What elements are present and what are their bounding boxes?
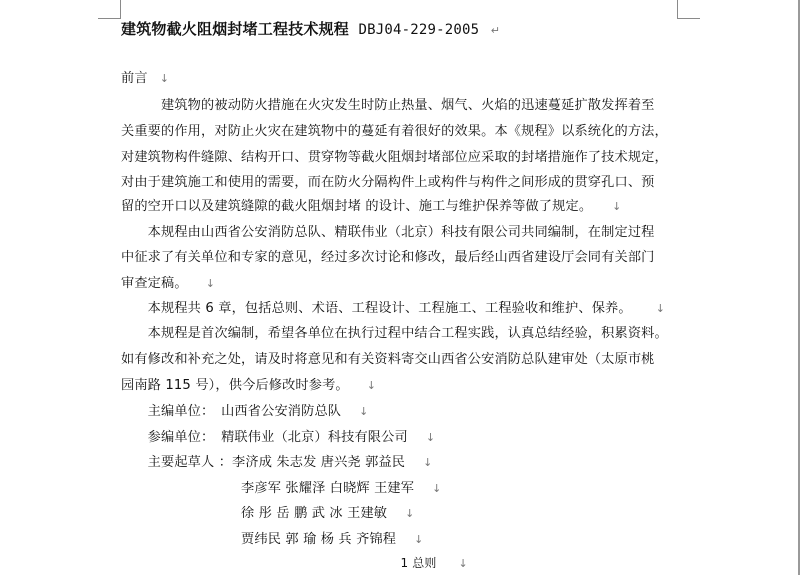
drafters-line: 主要起草人 ：李济成 朱志发 唐兴尧 郭益民 ↓	[121, 455, 433, 470]
body-line: 本规程由山西省公安消防总队、精联伟业（北京）科技有限公司共同编制，在制定过程	[121, 225, 655, 240]
co-editor-line: 参编单位： 精联伟业（北京）科技有限公司 ↓	[121, 430, 436, 445]
document-title	[121, 18, 500, 39]
body-line: 关重要的作用，对防止火灾在建筑物中的蔓延有着很好的效果。本《规程》以系统化的方法，	[121, 124, 668, 139]
body-line: 本规程是首次编制，希望各单位在执行过程中结合工程实践，认真总结经验，积累资料。	[121, 326, 668, 341]
body-line: 留的空开口以及建筑缝隙的截火阻烟封堵 的设计、施工与维护保养等做了规定。 ↓	[121, 199, 622, 214]
paragraph-mark: ↵	[490, 24, 501, 37]
body-line: 审查定稿。 ↓	[121, 276, 216, 291]
body-line: 本规程共 6 章，包括总则、术语、工程设计、工程施工、工程验收和维护、保养。 ↓	[121, 301, 666, 316]
body-line: 对由于建筑施工和使用的需要，而在防火分隔构件上或构件与构件之间形成的贯穿孔口、预	[121, 175, 655, 190]
body-line: 建筑物的被动防火措施在火灾发生时防止热量、烟气、火焰的迅速蔓延扩散发挥着至	[121, 98, 655, 113]
drafters-line: 李彦军 张耀泽 白晓辉 王建军 ↓	[121, 481, 442, 496]
body-line: 对建筑物构件缝隙、结构开口、贯穿物等截火阻烟封堵部位应采取的封堵措施作了技术规定，	[121, 150, 668, 165]
section-heading-preface: 前言 ↓	[121, 71, 170, 86]
drafters-line: 徐 彤 岳 鹏 武 冰 王建敏 ↓	[121, 506, 415, 521]
standard-code: DBJ04-229-2005	[358, 22, 480, 38]
body-line: 如有修改和补充之处，请及时将意见和有关资料寄交山西省公安消防总队建审处（太原市桃	[121, 352, 655, 367]
title-text: 建筑物截火阻烟封堵工程技术规程	[121, 20, 350, 38]
drafters-line: 贾纬民 郭 瑜 杨 兵 齐锦程 ↓	[121, 532, 424, 547]
chapter-heading: 1 总则 ↓	[121, 556, 468, 570]
chief-editor-line: 主编单位： 山西省公安消防总队 ↓	[121, 404, 369, 419]
body-line: 中征求了有关单位和专家的意见，经过多次讨论和修改，最后经山西省建设厅会同有关部门	[121, 250, 655, 265]
body-line: 园南路 115 号），供今后修改时参考。 ↓	[121, 378, 377, 393]
